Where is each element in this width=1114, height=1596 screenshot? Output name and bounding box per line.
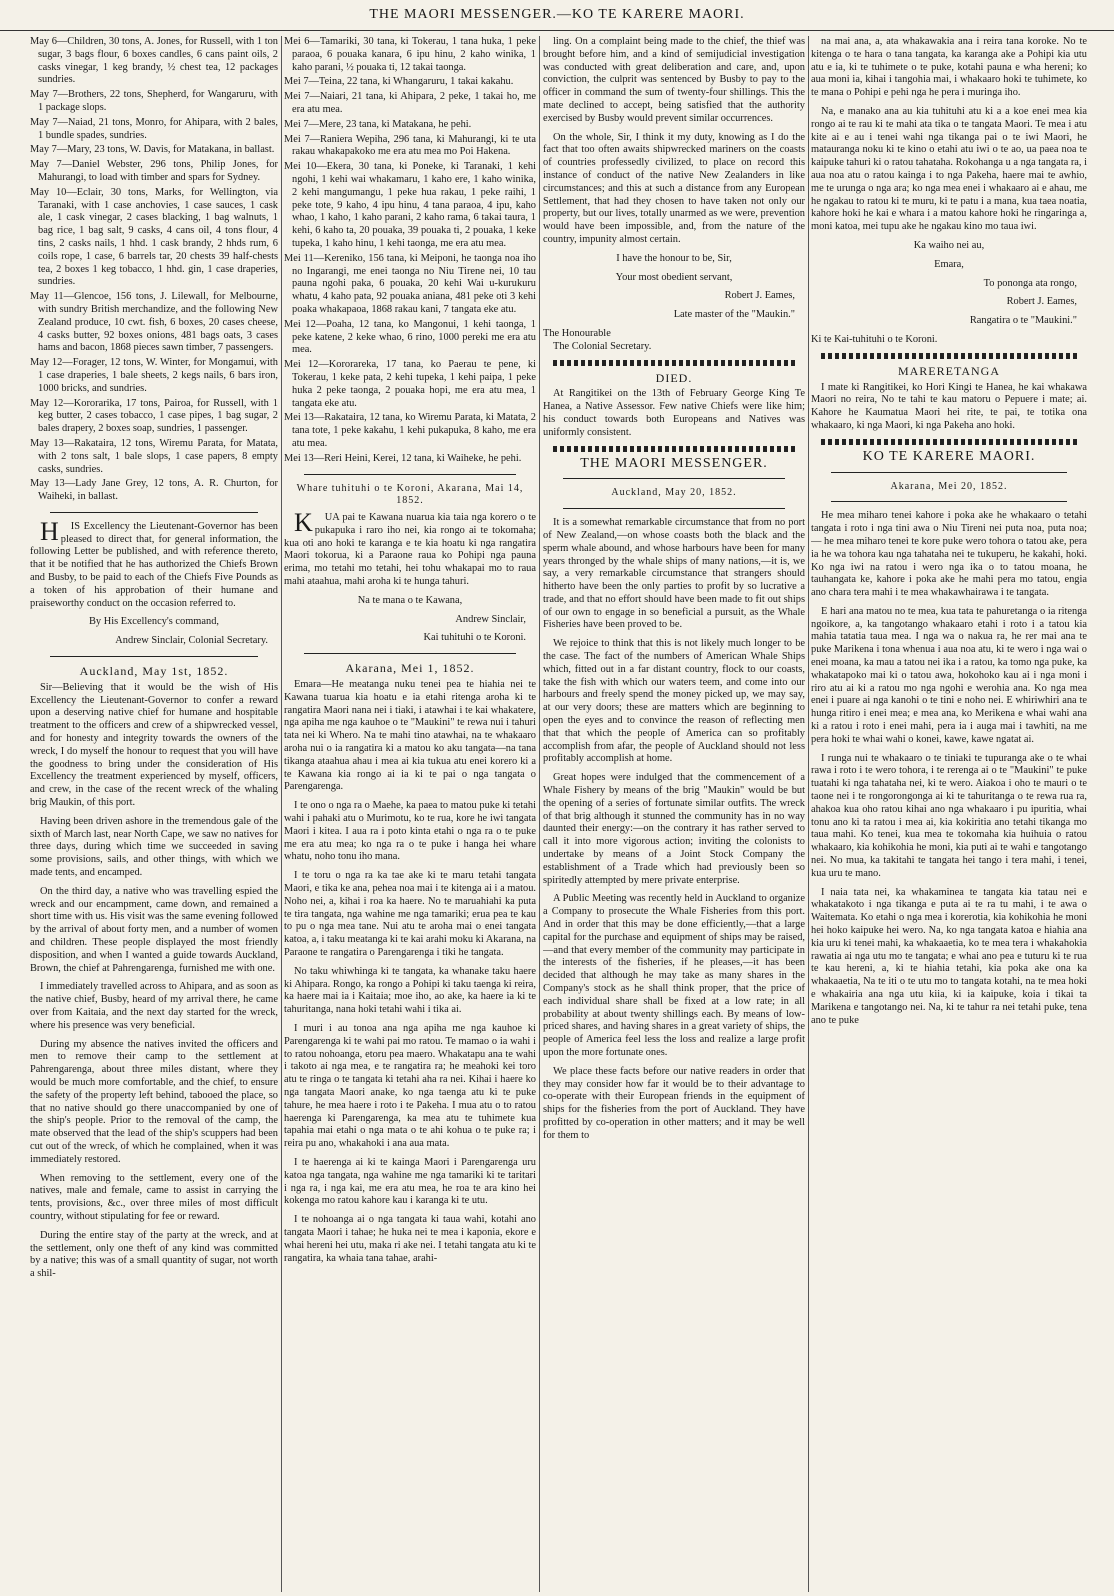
editorial-paragraph: We place these facts before our native readers in order that they may consider how far it would be to their advantage to co-operate with their European friends in the equipment of ships for the fisheries from the port of Auckland. They have profitted by co-operation in other matters; and it may be well for them to [543, 1065, 805, 1141]
office-sign-line: Na te mana o te Kawana, [357, 594, 463, 606]
editorial-paragraph: A Public Meeting was recently held in Auckland to organize a Company to prosecute the Whale Fisheries from this port. And in order that this may be done efficiently,—that a large capital for the purchase and equipment of ships may be raised,—and that every member of the community may participate in the interests of the fisheries, if he pleases,—it has been decided that although he may take as many shares in the Company's stock as he shall think proper, that the price of each individual share shall be fixed at a low rate; in all probability at about twenty shillings each. By means of low-priced shares, and having shares in a great variety of ships, the people of America feel less the loss and realize a large profit upon the more fortunate ones. [543, 893, 805, 1058]
divider [831, 501, 1067, 502]
letter-paragraph: I te ono o nga ra o Maehe, ka paea to matou puke ki tetahi wahi i pahaki atu o Murimotu, ko te rua, kore he iwi tangata Maori i kitea. I aua ra i poto kinta etahi o nga ra o te puke me era atu mea; ko nga ra o te puke i hanga hei whare whatu, noho tonu iho mana. [284, 800, 536, 863]
letter-paragraph: I immediately travelled across to Ahipara, and as soon as the native chief, Busby, heard of my arrival there, he came over from Kaitaia, and the next day started for the wreck, where his presence was very beneficial. [30, 981, 278, 1031]
closing-signature: Robert J. Eames, [724, 290, 795, 302]
divider [304, 474, 516, 475]
office-notice: KUA pai te Kawana nuarua kia taia nga korero o te pukapuka i raro iho nei, kia rongo ai te tokomaha; kua oti ano hoki te karanga e te kia hoatu ki nga rangatira Maori tokorua, ki a Paraone raua ko Pohipi nga pauna erima, mo tetahi mo tetahi, hei tohu whakapai mo to raua mahi ataahua, mahi aroha ki te hunga tahuri. [284, 508, 536, 588]
closing-line: Your most obedient servant, [615, 271, 733, 283]
divider [563, 478, 785, 479]
office-sign-name: Andrew Sinclair, [455, 613, 526, 625]
closing-line: To pononga ata rongo, [983, 277, 1077, 289]
closing-signature: Robert J. Eames, [1006, 296, 1077, 308]
secretary-signature: Andrew Sinclair, Colonial Secretary. [115, 635, 268, 647]
shipping-entry: May 7—Brothers, 22 tons, Shepherd, for Wangaruru, with 1 package slops. [30, 89, 278, 113]
governor-notice: HIS Excellency the Lieutenant-Governor has been pleased to direct that, for general information, the following Letter be published, and with reference thereto, that it be notified that he has authorized the Chiefs Brown and Busby, to be paid to each of the Chiefs Five Pounds as a token of his approbation of their humane and praiseworthy conduct on the occasion referred to. [30, 516, 278, 609]
letter-paragraph: Na, e manako ana au kia tuhituhi atu ki a a koe enei mea kia rongo ai te rau ki te mahi ata tika o te tangata Maori. Te mea i atu kite ai e au i tenei wahi nga tikanga pai o te iwi Maori, he matauranga noku ki te kino o etahi atu iwi o te ao, ua paea noa te kaipuke tahuri ki o ratou tahataha. Rokohanga u a nga tangata ra, i aua noa atu o ratou kainga i to nga Pakeha, haere mai te awhio, me te urunga o nga ara; ko nga mea enei i whakaaro ai e ahau, me he ngakau to ratou ki te muru, ki te patu i a mana, kua taea noatia, kahore hoki he kai e whara i a matou kahore hoki he ringaringa a, moni katoa, mei tupu ake he ngakau kino mo taua iwi. [811, 105, 1087, 233]
letter-paragraph: I te toru o nga ra ka tae ake ki te maru tetahi tangata Maori, e tika ke ana, pehea noa mai i te kitenga ai i a matou. Noho nei, a, kihai i roa ka haere. No te maruahiahi ka puta te tira tangata, nga wahine me nga tamariki; erua pea te kau to pu o nga mea tane. Nui atu te aroha mai o enei tangata katoa, a, i taku meatanga ki te kai arahi moku ki Akarana, na Paraone te rangatira o Parengarenga i tiki he tangata. [284, 870, 536, 958]
paper-title: KO TE KARERE MAORI. [862, 448, 1036, 464]
letter-paragraph: I muri i au tonoa ana nga apiha me nga kauhoe ki Parengarenga ki te wahi pai mo ratou. Te mamao o ia wahi i to ratou nohoanga, etoru pea maero. Whakatapu ana te wahi i takoto ai nga mea, e te rangatira ra; he meahoki kei toro atu te ringa o te tangata ki tetahi aha ra nei. Kihai i haere ko nga tangata Maori anake, ko nga taenga atu ki te puke tahure, he mea haere i roto i te Pakeha. I mua atu o to ratou haerenga ki Parengarenga, ka mea atu te tuhimete kua tapahia mai etahi o nga mata o te ahi kohua o te puke ra; i reira pu ano, whakahoki i ana aua mata. [284, 1022, 536, 1150]
column-4 [811, 36, 1087, 1592]
divider [50, 512, 258, 513]
shipping-entry: May 12—Forager, 12 tons, W. Winter, for Mongamui, with 1 case draperies, 1 bale sheets, 2 kegs nails, 6 bars iron, 1000 bricks, and sundries. [30, 357, 278, 394]
column-rule [539, 36, 540, 1592]
closing-title: Late master of the "Maukin." [673, 309, 795, 321]
shipping-entry: Mei 6—Tamariki, 30 tana, ki Tokerau, 1 tana huka, 1 peke paraoa, 6 pouaka kanara, 6 ipu hinu, 2 kaho winika, 1 kaho parani, ½ pouaka ti, 12 takai taonga. [284, 36, 536, 73]
shipping-entry: Mei 12—Poaha, 12 tana, ko Mangonui, 1 kehi taonga, 1 peke katene, 2 keke whao, 6 rino, 1000 pereki me era atu mea. [284, 318, 536, 356]
paper-title: THE MAORI MESSENGER. [580, 455, 768, 471]
letter-paragraph: Having been driven ashore in the tremendous gale of the sixth of March last, near North Cape, we saw no natives for three days, during which time we succeeded in saving some provisions, sails, and other things, with which we made tents, and encamped. [30, 815, 278, 879]
editorial-paragraph: Great hopes were indulged that the commencement of a Whale Fishery by means of the brig "Maukin" would be but the opening of a series of fortunate similar outfits. The wreck of that brig although it stunned the community has in no way daunted their energy:—on the contrary it has rather served to call it into more vigorous action; inviting the colonists to undertake by means of a Joint Stock Company the establishment of a Trade which had previously been so spiritedly attempted by mere private enterprise. [543, 772, 805, 886]
letter-paragraph: Emara—He meatanga nuku tenei pea te hiahia nei te Kawana tuarua kia hoatu e ia etahi ritenga aroha ki te rangatira Maori nana nei i tiaki, i atawhai i te kai whakatere, nga apiha me nga kauhoe o te "Maukini" te rewa nui i tahuri tata nei ki Whero. Na te mahi tino atawhai, na te whakaaro aroha nui o ia rangatira ki a matou ko aku tangata—na tana tikanga ataahua ahau i mea ai kia tukua atu enei korero ki a te Kawana kia rongo ai ia ki te pai o nga tangata o Parengarenga. [284, 679, 536, 793]
shipping-entry: Mei 10—Ekera, 30 tana, ki Poneke, ki Taranaki, 1 kehi ngohi, 1 kehi wai whakamaru, 1 kaho ere, 1 kaho winika, 2 kehi mangumangu, 1 peke hua rakau, 1 peke raihi, 1 peke tote, 9 kaho, 4 ipu hinu, 4 tana paraoa, 4 ipu, kaho whao, 1 kaho, 1 kaho parani, 2 kaho rama, 6 takai taura, 1 kehi, 6 kaho ta, 20 pouaka, 39 pouaka ti, 2 pouaka, 1 keke tupeka, 1 kaho hinu, 1 kehi taonga, me era atu mea. [284, 161, 536, 249]
editorial-paragraph: E hari ana matou no te mea, kua tata te pahuretanga o ia ritenga ngoikore, a, ka tangotango whakaaro etahi i roto i a tatou kia mahia tatatia taua mea. I nga wa o nakua ra, he rer mai ana te puke Marikena i tona whenua i aua noa atu, ki te wero i nga wai o enei moana, ka mau a tatou nei ika i a ratou, ka tomo nga puke, ka whakatapoko mai ki o tatou awa, hokohoko kau ai i nga moni i riro atu ai ki a ratou mo nga ngohi e werohia ana. Ko nga mea enei i puare ai nga kanohi o te tini e noho nei. E whiriwhiri ana te hunga ritiro i enei mea; e mea ana, ko Merikena e whai wahi ana ki a ratou i roto i enei mahi, pera ia i auga mai i tawhiti, na me pera hoki te whai wahi o konei, kawe, kawe ngatat ai. [811, 605, 1087, 745]
shipping-list-maori [284, 36, 536, 466]
letter-paragraph: On the third day, a native who was travelling espied the wreck and our encampment, came down, and remained a short time with us. His visit was the same evening followed by the arrival of about forty men, and a number of women and children. These people displayed the most friendly disposition, and when I wanted a guide towards Auckland, Brown, the chief at Pahrengarenga, furnished me with one. [30, 885, 278, 974]
shipping-entry: May 11—Glencoe, 156 tons, J. Lilewall, for Melbourne, with sundry British merchandize, and the following New Zealand produce, 10 cwt. fish, 6 boxes, 20 cases cheese, 4 casks butter, 92 boxes onions, 481 bags oats, 3 cases hams and bacon, 1868 pieces sawn timber, 7 passengers. [30, 291, 278, 354]
paper-date: Auckland, May 20, 1852. [611, 487, 737, 499]
ornament-divider [553, 360, 795, 366]
shipping-entry: Mei 7—Raniera Wepiha, 296 tana, ki Mahurangi, ki te uta rakau whakapakoko me era atu mea mo Poi Hakena. [284, 133, 536, 158]
masthead: THE MAORI MESSENGER.—KO TE KARERE MAORI. [0, 0, 1114, 31]
addressee-line: Ki te Kai-tuhituhi o te Koroni. [811, 333, 938, 345]
letter-paragraph: During the entire stay of the party at the wreck, and at the settlement, only one theft of any kind was committed by a native; this was of a small quantity of sugar, not worth a shil- [30, 1229, 278, 1280]
shipping-entry: Mei 13—Rakataira, 12 tana, ko Wiremu Parata, ki Matata, 2 tana tote, 1 peke kakahu, 1 kehi pukapuka, 8 kaho, me era atu mea. [284, 412, 536, 449]
column-rule [808, 36, 809, 1592]
divider [50, 656, 258, 657]
shipping-entry: May 7—Mary, 23 tons, W. Davis, for Matakana, in ballast. [30, 144, 275, 156]
paper-date: Akarana, Mei 20, 1852. [890, 480, 1008, 492]
letter-paragraph: When removing to the settlement, every one of the natives, male and female, came to assist in carrying the tents, provisions, &c., over three miles of most difficult country, without stipulating for fee or reward. [30, 1172, 278, 1222]
divider [304, 653, 516, 654]
column-1 [30, 36, 278, 1592]
office-sign-title: Kai tuhituhi o te Koroni. [423, 632, 526, 644]
shipping-entry: May 12—Kororarika, 17 tons, Pairoa, for Russell, with 1 keg butter, 2 cases tobacco, 1 case pipes, 1 bag sugar, 2 bales drapery, 2 boxes soap, sundries, 1 passenger. [30, 397, 278, 435]
shipping-entry: May 13—Lady Jane Grey, 12 tons, A. R. Churton, for Waiheki, in ballast. [30, 478, 278, 503]
divider [831, 472, 1067, 473]
shipping-entry: May 10—Eclair, 30 tons, Marks, for Wellington, via Taranaki, with 1 case anchovies, 1 case sauces, 1 cask ale, 1 cask vinegar, 2 cases blacking, 1 bag walnuts, 1 bag rice, 1 bag salt, 9 casks, 4 cans oil, 4 tons flour, 4 tins, 2 casks nails, 1 hhd. 1 cask brandy, 2 hhds rum, 6 coils rope, 1 case, 6 barrels tar, 20 chests 39 half-chests tea, 2 boxes 1 keg tobacco, 1 hhd. gin, 1 case draperies, sundries. [30, 186, 278, 288]
ornament-divider [821, 439, 1077, 445]
letter-heading: Akarana, Mei 1, 1852. [345, 661, 475, 676]
column-rule [281, 36, 282, 1592]
column-3 [543, 36, 805, 1592]
shipping-entry: May 13—Rakataira, 12 tons, Wiremu Parata, for Matata, with 2 tons salt, 1 bale slops, 1 case papers, 8 empty casks, sundries. [30, 437, 278, 475]
letter-paragraph: ling. On a complaint being made to the chief, the thief was brought before him, and a kind of semijudicial investigation was conducted with great deliberation and care, and, upon conviction, the culprit was sentenced by Busby to pay to the officer in command the sum of twenty-four shillings. This the mate declined to accept, being satisfied that the authority exercised by Busby would prevent similar occurrences. [543, 36, 805, 124]
closing-line: I have the honour to be, Sir, [616, 252, 732, 264]
editorial-paragraph: We rejoice to think that this is not likely much longer to be the case. The fact of the numbers of American Whale Ships which, fitted out in a far distant country, flock to our coasts, take the fish with which our waters teem, and come into our harbours and freely spend the money picked up, we may say, at our very doors; these are matters which are beginning to open the eyes and to convince the reason of reflecting men that that which the people of America can so profitably accomplish from afar, the people of Auckland should not less profitably accomplish at home. [543, 638, 805, 765]
command-line: By His Excellency's command, [89, 616, 219, 628]
shipping-entry: May 7—Daniel Webster, 296 tons, Philip Jones, for Mahurangi, to load with timber and spars for Sydney. [30, 159, 278, 183]
closing-line: Ka waiho nei au, [913, 239, 985, 251]
closing-line: Emara, [934, 258, 964, 270]
divider [563, 508, 785, 509]
ornament-divider [553, 446, 795, 452]
died-heading: MARERETANGA [897, 363, 1001, 378]
died-notice: I mate ki Rangitikei, ko Hori Kingi te Hanea, he kai whakawa Maori no reira, No te tahi te kau matoru o Pepuere i mate; ai. Kahore he Kaumatua Maori hei rite, te pai, te totika ona whakaaro, ki nga Maori, ki nga Pakeha ano hoki. [811, 381, 1087, 431]
addressee-line: The Honourable [543, 327, 611, 339]
shipping-list-english [30, 36, 278, 504]
letter-paragraph: na mai ana, a, ata whakawakia ana i reira tana koroke. No te kitenga o te hara o tana tangata, ka karanga ake a Pohipi kia utu atu e ia, ki te tuhimete o te puke, kotahi pauna e wha hereni; ko aua moni ia, kihai i tangohia mai, i whakaaro hoki te tuhimete, ko te mana o Pohipi e pehi nga he pera i muringa iho. [811, 36, 1087, 99]
letter-paragraph: Sir—Believing that it would be the wish of His Excellency the Lieutenant-Governor to confer a reward upon a deserving native chief for humane and hospitable treatment to the officers and crew of a shipwrecked vessel, and for honesty and integrity towards the owners of the wreck, I do myself the honour to request that you will have the goodness to bring under the consideration of His Excellency the treatment experienced by myself, officers, and crew, in the case of the recent wreck of the whaling brig Maukin, of this port. [30, 681, 278, 809]
shipping-entry: Mei 12—Kororareka, 17 tana, ko Paerau te pene, ki Tokerau, 1 keke pata, 2 kehi tupeka, 1 kehi paipa, 1 peke huka 2 peke taonga, 2 pouaka hopi, me era atu mea, 1 tangata eke atu. [284, 359, 536, 409]
shipping-entry: Mei 13—Reri Heini, Kerei, 12 tana, ki Waiheke, he pehi. [284, 452, 522, 464]
addressee-line: The Colonial Secretary. [553, 340, 652, 352]
letter-paragraph: No taku whiwhinga ki te tangata, ka whanake taku haere ki Ahipara. Rongo, ka rongo a Pohipi ki taku taenga ki reira, ka haere mai ia i Kaitaia; moe iho, ao ake, ka haere ia ki te tahuritanga, nana hoki tetahi wahi i tika ai. [284, 965, 536, 1016]
died-notice: At Rangitikei on the 13th of February George King Te Hanea, a Native Assessor. Few native Chiefs were like him; his conduct towards both Europeans and Natives was uniformly consistent. [543, 388, 805, 438]
ornament-divider [821, 353, 1077, 359]
editorial-paragraph: He mea miharo tenei kahore i poka ake he whakaaro o tetahi tangata i roto i nga tini awa o Niu Tireni nei puta noa, puta noa; — he mea miharo tenei te kore puke wero tohora o tatou ake, pera ia he wa tohora kau nga tahataha nei te tukuperu, he kakahi, hoki. Ko nga iwi na ratou i wero nga ika o to tatou moana, he tauhangata ke, kahore i poka ake he mahi pera mo tatou, engia ano chara tera mahi i te mea whakawhairawa i te tangata. [811, 510, 1087, 599]
shipping-entry: May 7—Naiad, 21 tons, Monro, for Ahipara, with 2 bales, 1 bundle spades, sundries. [30, 116, 278, 141]
shipping-entry: Mei 7—Naiari, 21 tana, ki Ahipara, 2 peke, 1 takai ho, me era atu mea. [284, 91, 536, 115]
closing-title: Rangatira o te "Maukini." [969, 315, 1077, 327]
office-heading: Whare tuhituhi o te Koroni, Akarana, Mai 14, 1852. [296, 482, 524, 507]
letter-paragraph: I te haerenga ai ki te kainga Maori i Parengarenga uru katoa nga tangata, nga wahine me nga tamariki ki te taritari i nga ra, i nga kai, me era atu mea, he roa te ara kino hei kokenga mo ratou kahore kau i karanga ki te utu. [284, 1156, 536, 1207]
shipping-entry: Mei 7—Mere, 23 tana, ki Matakana, he pehi. [284, 118, 472, 130]
shipping-entry: May 6—Children, 30 tons, A. Jones, for Russell, with 1 ton sugar, 3 bags flour, 6 boxes candles, 6 cans paint oils, 2 casks vinegar, 1 keg brandy, ½ chest tea, 12 packages sundries. [30, 36, 278, 86]
letter-paragraph: On the whole, Sir, I think it my duty, knowing as I do the fact that too often awaits shipwrecked mariners on the coasts of countries professedly civilized, to place on record this instance of conduct of the native New Zealanders in like circumstances; and this at such a distance from any European Settlement, that had they chosen to have taken not only our property, but our lives, totally unarmed as we were, prevention would have been impossible, and, from the nature of the country, impunity almost certain. [543, 131, 805, 245]
shipping-entry: Mei 11—Kereniko, 156 tana, ki Meiponi, he taonga noa iho no Ingarangi, me enei taonga no Niu Tirene nei, 10 tau pauna ngohi paka, 6 pouaka, 20 kehi Wai u-kurukuru whatu, 4 kaho pata, 92 pouaka aniana, 481 peke oti 3 kehi poaka whakapaoa, 1868 rakau kani, 7 tangata eke atu. [284, 252, 536, 315]
letter-paragraph: During my absence the natives invited the officers and men to remove their camp to the settlement at Pahrengarenga, about three miles distant, where they would be much more comfortable, and the chief, to ensure the safety of the property left behind, tabooed the place, so that no native should go there unaccompanied by one of the ship's people. Prior to the removal of the camp, the mate observed that the lead of the ship's scuppers had been cut out of the wreck, of which he complained, when it was immediately restored. [30, 1038, 278, 1165]
died-heading: DIED. [655, 370, 693, 385]
editorial-paragraph: It is a somewhat remarkable circumstance that from no port of New Zealand,—on whose coasts both the black and the sperm whale abound, and whose harbours have been for many years thronged by the whale ships of many nations,—it is, we say, a very remarkable circumstance that strangers should hitherto have been the only parties to profit by so lucrative a trade, and that no effort should have been made to fit out ships of our own to engage in so beneficial a pursuit, as the Whale Fisheries have been proved to be. [543, 517, 805, 631]
column-2 [284, 36, 536, 1592]
letter-paragraph: I te nohoanga ai o nga tangata ki taua wahi, kotahi ano tangata Maori i tahae; he huka nei te mea i kaponia, ekore e whai hereni hei utu, maka ri ake nei. I tetahi tangata atu ki te rangatira, ka whaia tana tahae, arahi- [284, 1214, 536, 1264]
editorial-paragraph: I naia tata nei, ka whakaminea te tangata kia tatau nei e whakatakoto i nga tikanga e puta ai te ra tu mahi, i te awa o Waitemata. Ko etahi o nga mea i korerotia, kia kohikohia he moni hei hoko kaipuke hei wero. Na, ko nga tangata katoa e hiahia ana kia uru ki tenei mahi, ka whakaaetia, ko te mea tera i whakahokia rawatia ai nga utu mo te tangata; e whai ano pea e tuturu ki te rua te kau hereni, a, ki te hiahia tetahi, kia poka ake ona ka whakaaetia, Na te iti o te utu mo to tangata kotahi, na te mea hoki e whakairia ana nga utu kiia, ki ia kaipuke, koia i tikai ta Marikena e tangotango nei. Na, ki te tahur ra nei tetahi puke, tena ano te puke [811, 886, 1087, 1026]
shipping-entry: Mei 7—Teina, 22 tana, ki Whangaruru, 1 takai kakahu. [284, 76, 514, 88]
letter-heading: Auckland, May 1st, 1852. [79, 664, 229, 679]
editorial-paragraph: I runga nui te whakaaro o te tiniaki te tupuranga ake o te whai rawa i roto i te wero tohora, i te rerenga ai o te "Maukini" te puke tuatahi ki nga tahataha nei, ki te wero. Aiakoa i oho te mauri o te taone nei i te rongorongonga ai ki te tahuritanga o te rewa rua ra, ahakoa kua oho ratou kihai ano nga whakaaro i pu ipuritia, whai tonu ano ki ta ratou i mea ai, kia kokiritia ano tetahi tikanga mo taua mahi. Ko tenei, kua mea te tokomaha kia huihuia o ratou whakaaro, kia kohikohia he moni, kia puti ai te wahi e tangotango nei. No mua, ka takitahi te tangata hei tango i tera mahi, i tenei, kua uru te mano. [811, 752, 1087, 879]
